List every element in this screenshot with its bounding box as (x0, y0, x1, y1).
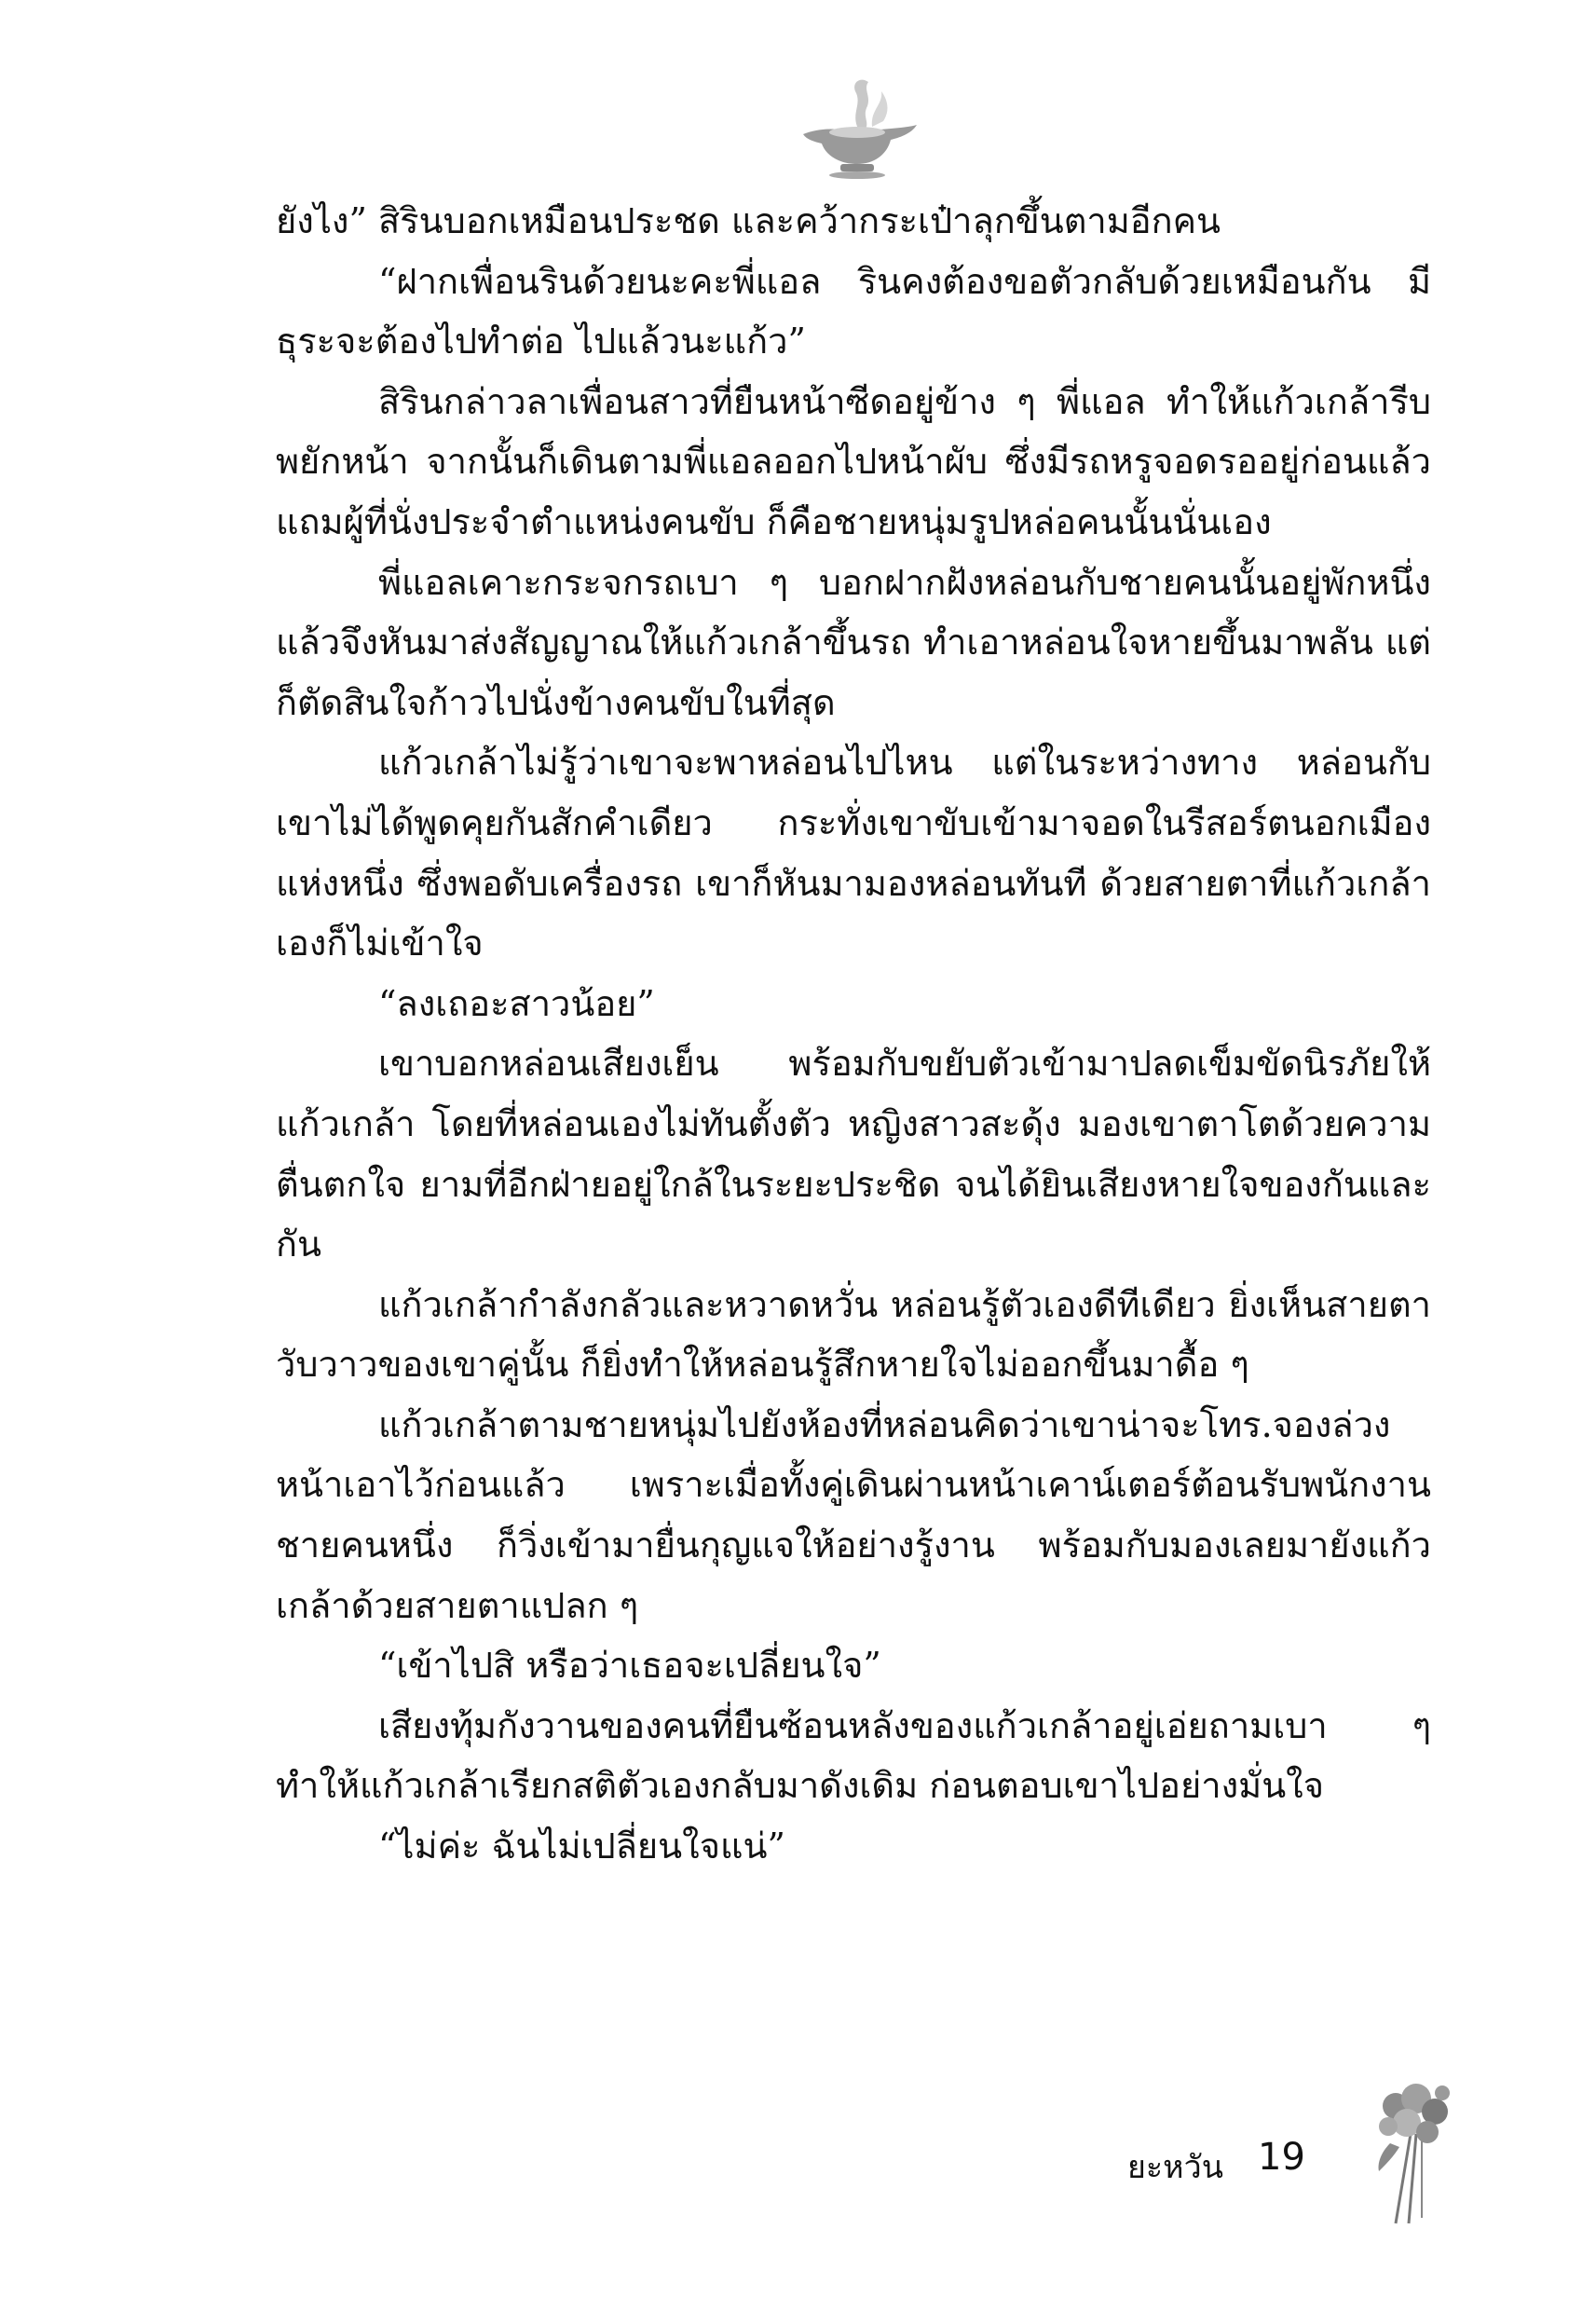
paragraph: เสียงทุ้มกังวานของคนที่ยืนซ้อนหลังของแก้วเกล้าอยู่เอ่ยถามเบา ๆ ทำให้แก้วเกล้าเรียกสติตัวเองกลับมาดังเดิม ก่อนตอบเขาไปอย่างมั่นใจ (276, 1704, 1431, 1807)
running-title: ยะหวัน (1127, 2149, 1223, 2186)
paragraph: ยังไง” สิรินบอกเหมือนประชด และคว้ากระเป๋าลุกขึ้นตามอีกคน (276, 200, 1221, 241)
paragraph: แก้วเกล้ากำลังกลัวและหวาดหวั่น หล่อนรู้ตัวเองดีทีเดียว ยิ่งเห็นสายตาวับวาวของเขาคู่นั้น ก็ยิ่งทำให้หล่อนรู้สึกหายใจไม่ออกขึ้นมาดื้อ ๆ (276, 1283, 1431, 1386)
page-number: 19 (1258, 2136, 1305, 2179)
paragraph: “เข้าไปสิ หรือว่าเธอจะเปลี่ยนใจ” (378, 1645, 881, 1687)
paragraph: พี่แอลเคาะกระจกรถเบา ๆ บอกฝากฝังหล่อนกับชายคนนั้นอยู่พักหนึ่ง แล้วจึงหันมาส่งสัญญาณให้แก้วเกล้าขึ้นรถ ทำเอาหล่อนใจหายขึ้นมาพลัน แต่ก็ตัดสินใจก้าวไปนั่งข้างคนขับในที่สุด (276, 561, 1431, 723)
paragraph: “ไม่ค่ะ ฉันไม่เปลี่ยนใจแน่” (378, 1826, 785, 1867)
lamp-ornament-icon (794, 73, 924, 180)
paragraph: “ฝากเพื่อนรินด้วยนะคะพี่แอล รินคงต้องขอตัวกลับด้วยเหมือนกัน มีธุระจะต้องไปทำต่อ ไปแล้วนะแก้ว” (276, 260, 1431, 362)
page-footer (1127, 2132, 1351, 2188)
paragraph: สิรินกล่าวลาเพื่อนสาวที่ยืนหน้าซีดอยู่ข้าง ๆ พี่แอล ทำให้แก้วเกล้ารีบพยักหน้า จากนั้นก็เดินตามพี่แอลออกไปหน้าผับ ซึ่งมีรถหรูจอดรออยู่ก่อนแล้ว แถมผู้ที่นั่งประจำตำแหน่งคนขับ ก็คือชายหนุ่มรูปหล่อคนนั้นนั่นเอง (276, 380, 1431, 542)
paragraph: “ลงเถอะสาวน้อย” (378, 982, 655, 1024)
paragraph: เขาบอกหล่อนเสียงเย็น พร้อมกับขยับตัวเข้ามาปลดเข็มขัดนิรภัยให้แก้วเกล้า โดยที่หล่อนเองไม่ทันตั้งตัว หญิงสาวสะดุ้ง มองเขาตาโตด้วยความตื่นตกใจ ยามที่อีกฝ่ายอยู่ใกล้ในระยะประชิด จนได้ยินเสียงหายใจของกันและกัน (276, 1043, 1431, 1265)
flower-bouquet-icon (1368, 2078, 1457, 2227)
paragraph: แก้วเกล้าไม่รู้ว่าเขาจะพาหล่อนไปไหน แต่ในระหว่างทาง หล่อนกับเขาไม่ได้พูดคุยกันสักคำเดียว กระทั่งเขาขับเข้ามาจอดในรีสอร์ตนอกเมืองแห่งหนึ่ง ซึ่งพอดับเครื่องรถ เขาก็หันมามองหล่อนทันที ด้วยสายตาที่แก้วเกล้าเองก็ไม่เข้าใจ (276, 742, 1431, 964)
paragraph: แก้วเกล้าตามชายหนุ่มไปยังห้องที่หล่อนคิดว่าเขาน่าจะโทร.จองล่วงหน้าเอาไว้ก่อนแล้ว เพราะเมื่อทั้งคู่เดินผ่านหน้าเคาน์เตอร์ต้อนรับพนักงานชายคนหนึ่ง ก็วิ่งเข้ามายื่นกุญแจให้อย่างรู้งาน พร้อมกับมองเลยมายังแก้วเกล้าด้วยสายตาแปลก ๆ (276, 1403, 1431, 1626)
story-text (276, 191, 1431, 1877)
